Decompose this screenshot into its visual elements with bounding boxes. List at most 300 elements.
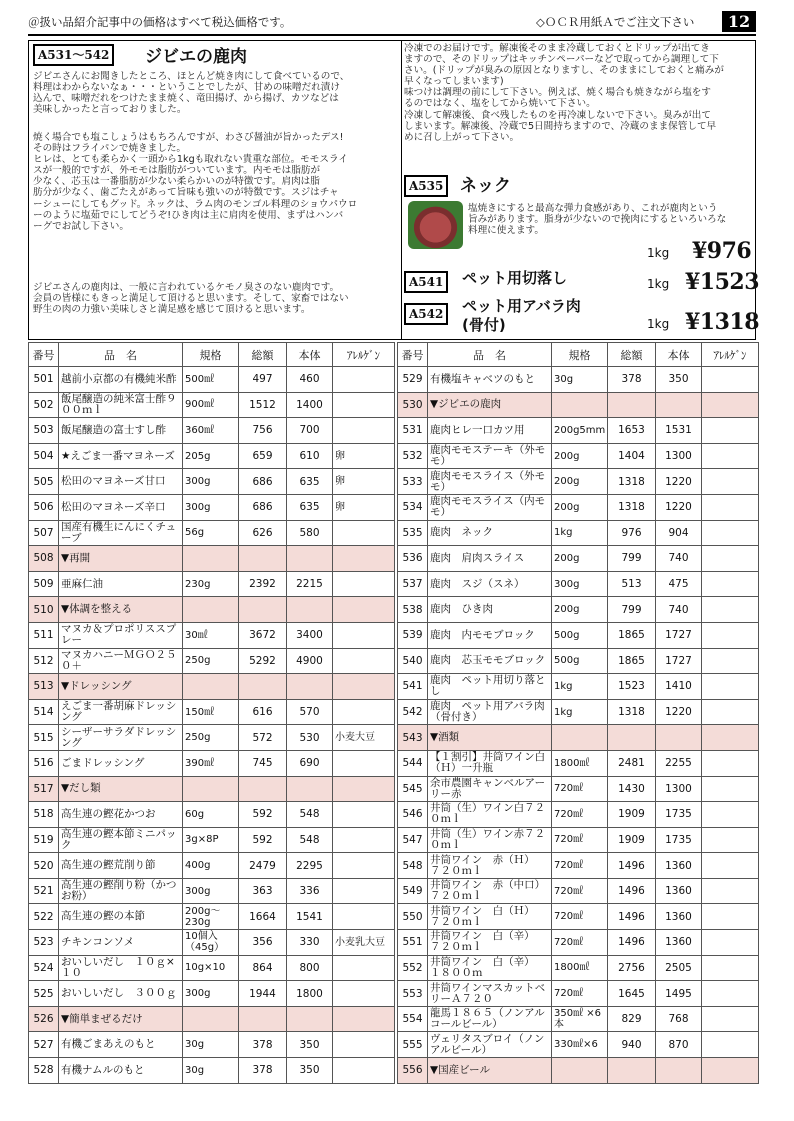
table-header-row (29, 343, 395, 367)
text-line: 少なく、芯玉は一番脂肪が少ない柔らかいのが特徴です。肩肉は脂 (33, 176, 320, 188)
item-name: 井筒ワイン 赤（Ｈ） ７２０ｍｌ (428, 853, 552, 879)
item-base: 530 (287, 725, 333, 751)
table-row (398, 853, 759, 879)
neck-price: ¥976 (692, 238, 752, 264)
item-base: 580 (287, 520, 333, 546)
item-base: 1300 (656, 443, 702, 469)
text-line: 冷凍して解凍後、食べ残したものを再冷凍しないで下さい。臭みが出て (404, 109, 711, 121)
item-base: 330 (287, 930, 333, 956)
item-name: ごまドレッシング (59, 750, 183, 776)
feature-paragraph-2 (33, 132, 357, 232)
item-total: 592 (239, 802, 287, 828)
item-name: 井筒ワイン 白（Ｈ） ７２０ｍｌ (428, 904, 552, 930)
table-row (398, 776, 759, 802)
table-row (398, 699, 759, 725)
item-total: 1496 (608, 930, 656, 956)
item-base: 350 (287, 1032, 333, 1058)
table-row (398, 367, 759, 393)
item-name: 鹿肉モモステーキ（外モモ） (428, 443, 552, 469)
item-allergy (702, 904, 759, 930)
item-spec: 300g (552, 571, 608, 597)
item-name: 鹿肉 スジ（スネ） (428, 571, 552, 597)
item-name: 井筒（生）ワイン白７２０ｍｌ (428, 802, 552, 828)
text-line: るのではなく、塩をしてから焼いて下さい。 (404, 98, 596, 110)
item-allergy (333, 648, 395, 674)
product-table-right (397, 342, 759, 1084)
item-total: 1523 (608, 674, 656, 700)
text-line: ジビエさんの鹿肉は、一般に言われているケモノ臭さのない鹿肉です。 (33, 282, 340, 293)
item-base (287, 776, 333, 802)
item-total: 829 (608, 1006, 656, 1032)
item-total: 1496 (608, 853, 656, 879)
header-allergy: ｱﾚﾙｹﾞﾝ (702, 343, 759, 367)
neck-description (468, 203, 726, 236)
item-number: 536 (398, 546, 428, 572)
item-base: 904 (656, 520, 702, 546)
item-total: 3672 (239, 622, 287, 648)
item-allergy (333, 674, 395, 700)
table-row (29, 904, 395, 930)
item-spec: 250g (183, 725, 239, 751)
item-total: 572 (239, 725, 287, 751)
item-number: 535 (398, 520, 428, 546)
item-name: ▼体調を整える (59, 597, 183, 623)
item-total: 1909 (608, 802, 656, 828)
item-spec: 150㎖ (183, 699, 239, 725)
item-name: 高生連の鰹の本節 (59, 904, 183, 930)
item-number: 503 (29, 418, 59, 444)
item-name: 余市農園キャンベルアーリー赤 (428, 776, 552, 802)
item-allergy: 小麦大豆 (333, 725, 395, 751)
item-spec: 720㎖ (552, 878, 608, 904)
item-base: 548 (287, 827, 333, 853)
item-spec (183, 776, 239, 802)
item-number: 545 (398, 776, 428, 802)
a541-code: A541 (404, 271, 448, 293)
item-base: 1410 (656, 674, 702, 700)
item-allergy (702, 648, 759, 674)
item-spec: 360㎖ (183, 418, 239, 444)
item-total: 1865 (608, 648, 656, 674)
header-total: 総額 (239, 343, 287, 367)
item-allergy (333, 1006, 395, 1032)
item-number: 556 (398, 1058, 428, 1084)
item-spec (183, 597, 239, 623)
item-allergy (333, 392, 395, 418)
item-name: 鹿肉モモスライス（外モモ） (428, 469, 552, 495)
item-spec: 10個入（45g） (183, 930, 239, 956)
text-line: その時はフライパンで焼きました。 (33, 143, 187, 155)
item-spec (552, 1058, 608, 1084)
item-number: 517 (29, 776, 59, 802)
table-row (398, 546, 759, 572)
item-total: 378 (239, 1058, 287, 1084)
item-number: 515 (29, 725, 59, 751)
item-allergy (702, 955, 759, 981)
item-name: 国産有機生にんにくチューブ (59, 520, 183, 546)
item-name: 鹿肉 ひき肉 (428, 597, 552, 623)
item-allergy (702, 750, 759, 776)
item-total: 1318 (608, 494, 656, 520)
header-no: 番号 (29, 343, 59, 367)
item-number: 513 (29, 674, 59, 700)
item-total: 616 (239, 699, 287, 725)
item-total: 1664 (239, 904, 287, 930)
item-base (656, 392, 702, 418)
item-total: 686 (239, 494, 287, 520)
item-name: 鹿肉 肩肉スライス (428, 546, 552, 572)
item-allergy (702, 622, 759, 648)
table-row (398, 904, 759, 930)
table-row (29, 981, 395, 1007)
item-total: 5292 (239, 648, 287, 674)
text-line: 込んで、味噌だれをつけたまま焼く、竜田揚げ、から揚げ、カツなどは (33, 93, 339, 105)
item-total: 1865 (608, 622, 656, 648)
item-total: 592 (239, 827, 287, 853)
item-name: マヌカ＆プロポリススプレー (59, 622, 183, 648)
item-total: 1318 (608, 699, 656, 725)
item-name: 越前小京都の有機純米酢 (59, 367, 183, 393)
item-number: 522 (29, 904, 59, 930)
text-line: 旨みがあります。脂身が少ないので挽肉にするといろいろな (468, 214, 727, 226)
item-spec: 1800㎖ (552, 750, 608, 776)
a542-price: ¥1318 (685, 309, 760, 335)
item-number: 533 (398, 469, 428, 495)
item-total: 378 (608, 367, 656, 393)
item-spec: 200g5mm (552, 418, 608, 444)
text-line: 冷凍でのお届けです。解凍後そのまま冷蔵しておくとドリップが出てき (404, 43, 710, 54)
table-row (29, 878, 395, 904)
item-name: 高生連の鰹削り粉（かつお粉） (59, 878, 183, 904)
item-name: 井筒ワインマスカットベリーＡ７２０ (428, 981, 552, 1007)
item-base: 1360 (656, 930, 702, 956)
item-total: 940 (608, 1032, 656, 1058)
item-spec: 1kg (552, 699, 608, 725)
item-allergy (333, 878, 395, 904)
item-allergy (702, 546, 759, 572)
item-base: 1360 (656, 904, 702, 930)
item-base: 1495 (656, 981, 702, 1007)
item-spec: 720㎖ (552, 776, 608, 802)
item-number: 529 (398, 367, 428, 393)
item-total: 513 (608, 571, 656, 597)
text-line: さい。(ドリップが臭みの原因となりますし、そのままにしておくと痛みが (404, 65, 724, 77)
item-spec: 60g (183, 802, 239, 828)
item-spec: 200g (552, 494, 608, 520)
table-row (398, 1032, 759, 1058)
header-name: 品 名 (59, 343, 183, 367)
item-allergy (702, 802, 759, 828)
item-spec: 900㎖ (183, 392, 239, 418)
item-base: 1727 (656, 648, 702, 674)
item-base: 475 (656, 571, 702, 597)
item-base: 2505 (656, 955, 702, 981)
item-base: 2215 (287, 571, 333, 597)
item-base (287, 546, 333, 572)
item-allergy (702, 725, 759, 751)
neck-weight: 1kg (647, 246, 670, 260)
item-total (239, 1006, 287, 1032)
item-spec: 720㎖ (552, 802, 608, 828)
item-name: えごま一番胡麻ドレッシング (59, 699, 183, 725)
item-number: 511 (29, 622, 59, 648)
feature-right-column (402, 41, 760, 339)
item-total: 1496 (608, 904, 656, 930)
item-allergy (702, 699, 759, 725)
feature-code: A531～542 (33, 44, 114, 66)
text-line: 味つけは調理の前にして下さい。例えば、焼く場合も焼きながら塩をす (404, 87, 711, 99)
item-number: 514 (29, 699, 59, 725)
text-line: ーグでお試し下さい。 (33, 220, 129, 232)
item-number: 538 (398, 597, 428, 623)
item-base: 870 (656, 1032, 702, 1058)
item-total: 1909 (608, 827, 656, 853)
item-number: 520 (29, 853, 59, 879)
item-allergy (333, 853, 395, 879)
item-allergy (702, 520, 759, 546)
item-name: 鹿肉 ペット用アバラ肉（骨付き） (428, 699, 552, 725)
item-number: 506 (29, 494, 59, 520)
item-number: 530 (398, 392, 428, 418)
item-spec: 1800㎖ (552, 955, 608, 981)
item-base: 1735 (656, 802, 702, 828)
table-row (398, 981, 759, 1007)
feature-paragraph-4 (404, 43, 724, 143)
item-allergy (333, 520, 395, 546)
item-total: 1318 (608, 469, 656, 495)
item-base: 700 (287, 418, 333, 444)
neck-title: ネック (460, 176, 511, 196)
section-row (29, 1006, 395, 1032)
item-name: 有機ナムルのもと (59, 1058, 183, 1084)
table-row (29, 469, 395, 495)
header-no: 番号 (398, 343, 428, 367)
item-allergy (333, 827, 395, 853)
item-name: 飯尾醸造の純米富士酢９００ｍｌ (59, 392, 183, 418)
item-spec: 30g (552, 367, 608, 393)
table-row (29, 1032, 395, 1058)
item-allergy (702, 418, 759, 444)
item-name: チキンコンソメ (59, 930, 183, 956)
table-row (29, 955, 395, 981)
item-total: 2481 (608, 750, 656, 776)
table-row (398, 418, 759, 444)
table-row (398, 827, 759, 853)
table-row (398, 1006, 759, 1032)
table-row (398, 494, 759, 520)
item-name: 鹿肉 ネック (428, 520, 552, 546)
item-name: 龍馬１８６５（ノンアルコールビール） (428, 1006, 552, 1032)
page-number: 12 (722, 11, 756, 32)
item-number: 555 (398, 1032, 428, 1058)
item-base: 1531 (656, 418, 702, 444)
item-base: 690 (287, 750, 333, 776)
header-spec: 規格 (183, 343, 239, 367)
item-base: 1220 (656, 494, 702, 520)
a541-price: ¥1523 (685, 269, 760, 295)
section-row (29, 674, 395, 700)
item-spec: 250g (183, 648, 239, 674)
item-name: 松田のマヨネーズ甘口 (59, 469, 183, 495)
header-base: 本体 (656, 343, 702, 367)
item-allergy (702, 443, 759, 469)
item-total: 1496 (608, 878, 656, 904)
page-header (28, 12, 756, 36)
table-row (29, 622, 395, 648)
table-row (29, 699, 395, 725)
item-number: 505 (29, 469, 59, 495)
item-allergy (333, 571, 395, 597)
item-spec: 1kg (552, 674, 608, 700)
table-row (29, 443, 395, 469)
item-total (239, 546, 287, 572)
item-spec: 720㎖ (552, 930, 608, 956)
item-spec: 200g (552, 443, 608, 469)
item-total: 2392 (239, 571, 287, 597)
neck-code: A535 (404, 175, 448, 197)
feature-title: ジビエの鹿肉 (145, 47, 247, 67)
item-number: 548 (398, 853, 428, 879)
item-number: 521 (29, 878, 59, 904)
item-name: ▼国産ビール (428, 1058, 552, 1084)
item-number: 544 (398, 750, 428, 776)
a542-code: A542 (404, 303, 448, 325)
item-allergy (702, 597, 759, 623)
item-allergy (702, 930, 759, 956)
table-row (29, 418, 395, 444)
item-total: 626 (239, 520, 287, 546)
item-allergy (702, 392, 759, 418)
item-base: 635 (287, 469, 333, 495)
item-base: 570 (287, 699, 333, 725)
item-number: 525 (29, 981, 59, 1007)
item-name: 鹿肉 内モモブロック (428, 622, 552, 648)
item-name: シーザーサラダドレッシング (59, 725, 183, 751)
text-line: 美味しかったと言っておりました。 (33, 104, 187, 116)
table-row (29, 494, 395, 520)
table-header-row (398, 343, 759, 367)
item-name: 飯尾醸造の富士すし酢 (59, 418, 183, 444)
item-allergy (333, 955, 395, 981)
item-allergy (702, 853, 759, 879)
item-total: 976 (608, 520, 656, 546)
item-total: 756 (239, 418, 287, 444)
table-row (398, 955, 759, 981)
text-line: 野生の肉の力強い美味しさと満足感を感じて頂けると思います。 (33, 304, 311, 316)
item-base: 635 (287, 494, 333, 520)
item-allergy (333, 699, 395, 725)
item-spec: 720㎖ (552, 904, 608, 930)
header-name: 品 名 (428, 343, 552, 367)
item-name: 井筒ワイン 赤（中口） ７２０ｍｌ (428, 878, 552, 904)
item-base: 548 (287, 802, 333, 828)
item-spec: 720㎖ (552, 853, 608, 879)
item-allergy (702, 1058, 759, 1084)
item-name: 鹿肉 ペット用切り落とし (428, 674, 552, 700)
item-total: 497 (239, 367, 287, 393)
item-base: 1300 (656, 776, 702, 802)
table-row (29, 520, 395, 546)
item-spec: 10g×10 (183, 955, 239, 981)
item-number: 542 (398, 699, 428, 725)
header-base: 本体 (287, 343, 333, 367)
item-allergy (702, 469, 759, 495)
item-spec (183, 1006, 239, 1032)
item-name: 鹿肉モモスライス（内モモ） (428, 494, 552, 520)
table-row (29, 853, 395, 879)
item-base: 4900 (287, 648, 333, 674)
item-allergy (333, 776, 395, 802)
item-number: 502 (29, 392, 59, 418)
table-row (29, 930, 395, 956)
feature-paragraph-1 (33, 71, 349, 115)
table-row (29, 367, 395, 393)
item-number: 526 (29, 1006, 59, 1032)
section-row (398, 1058, 759, 1084)
item-name: 井筒ワイン 白（辛） ７２０ｍｌ (428, 930, 552, 956)
item-number: 549 (398, 878, 428, 904)
item-spec: 205g (183, 443, 239, 469)
item-total: 363 (239, 878, 287, 904)
text-line: めに召し上がって下さい。 (404, 131, 520, 143)
text-line: 肪分が少なく、歯ごたえがあって旨味も強いのが特徴です。スジはチャ (33, 187, 339, 199)
product-table-left (28, 342, 395, 1084)
item-name: ▼簡単まぜるだけ (59, 1006, 183, 1032)
item-spec: 230g (183, 571, 239, 597)
item-allergy: 小麦乳大豆 (333, 930, 395, 956)
item-allergy: 卵 (333, 494, 395, 520)
item-base (656, 725, 702, 751)
item-name: ▼再開 (59, 546, 183, 572)
item-total (608, 392, 656, 418)
feature-left-column (29, 41, 402, 339)
table-row (398, 622, 759, 648)
item-allergy (702, 776, 759, 802)
item-name: ▼ジビエの鹿肉 (428, 392, 552, 418)
table-row (398, 469, 759, 495)
item-number: 508 (29, 546, 59, 572)
item-total (608, 1058, 656, 1084)
item-total (608, 725, 656, 751)
item-name: 【１割引】井筒ワイン白（Ｈ）一升瓶 (428, 750, 552, 776)
item-number: 501 (29, 367, 59, 393)
item-allergy (333, 750, 395, 776)
item-base: 1541 (287, 904, 333, 930)
item-name: ★えごま一番マヨネーズ (59, 443, 183, 469)
item-spec: 1kg (552, 520, 608, 546)
item-spec: 56g (183, 520, 239, 546)
item-number: 523 (29, 930, 59, 956)
item-spec: 720㎖ (552, 981, 608, 1007)
item-spec (552, 392, 608, 418)
item-spec: 400g (183, 853, 239, 879)
table-row (29, 392, 395, 418)
table-row (29, 802, 395, 828)
text-line: しまいます。解凍後、冷蔵で5日間持ちますので、冷蔵のまま保管して早 (404, 120, 717, 132)
item-number: 510 (29, 597, 59, 623)
item-total: 799 (608, 597, 656, 623)
item-number: 509 (29, 571, 59, 597)
item-spec: 500g (552, 648, 608, 674)
item-number: 532 (398, 443, 428, 469)
section-row (29, 776, 395, 802)
item-spec: 300g (183, 494, 239, 520)
item-allergy (702, 1006, 759, 1032)
table-row (29, 1058, 395, 1084)
text-line: ジビエさんにお聞きしたところ、ほとんど焼き肉にして食べているので、 (33, 71, 350, 82)
item-base (287, 597, 333, 623)
item-spec: 500㎖ (183, 367, 239, 393)
